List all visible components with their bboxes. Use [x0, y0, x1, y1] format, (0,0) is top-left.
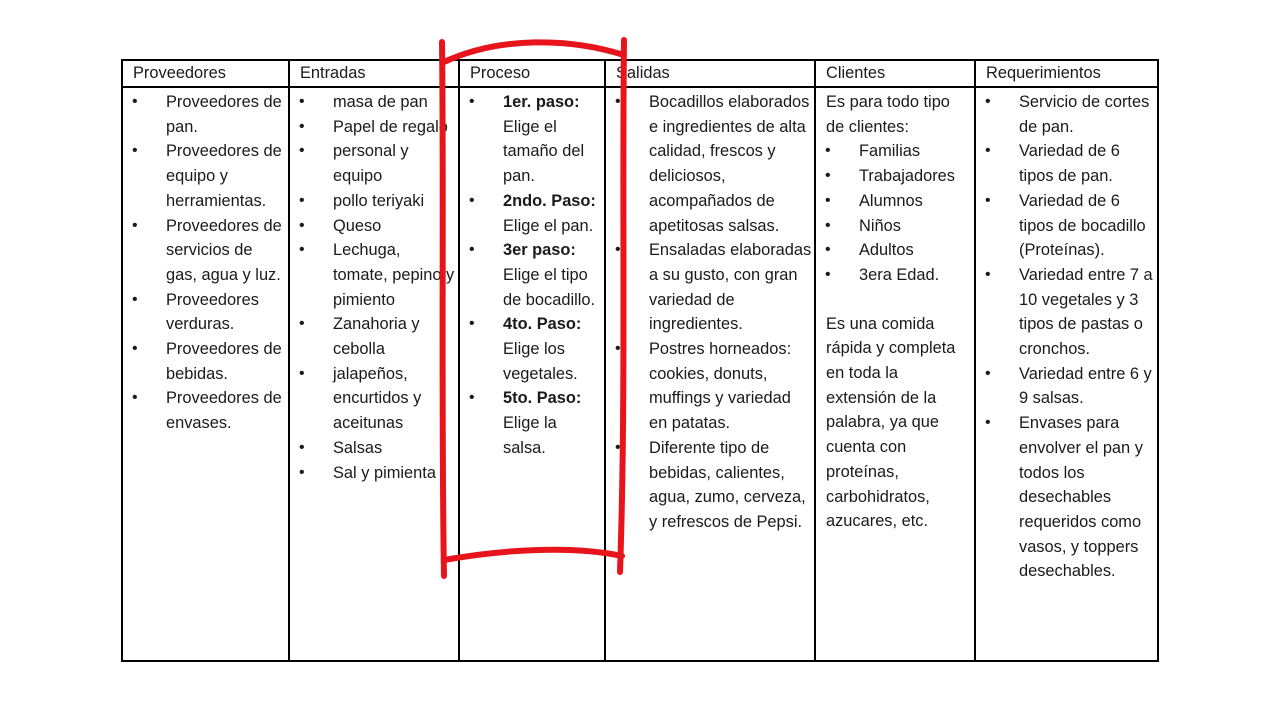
- header-row: [122, 60, 1158, 87]
- list-item: • Proveedores de envases.: [123, 386, 288, 435]
- list-item: • Proveedores de equipo y herramientas.: [123, 139, 288, 213]
- list-item: • pollo teriyaki: [290, 189, 458, 214]
- step-label: 3er paso:: [503, 241, 576, 260]
- list-item: • Postres horneados: cookies, donuts, muffings y variedad en patatas.: [606, 337, 814, 436]
- list-item: • Trabajadores: [816, 164, 974, 189]
- cell-salidas: [605, 87, 815, 661]
- process-step: [460, 238, 604, 312]
- entradas-list: [290, 88, 458, 485]
- list-item: • Niños: [816, 214, 974, 239]
- list-item: • Envases para envolver el pan y todos los desechables requeridos como vasos, y toppers desechables.: [976, 411, 1157, 584]
- process-step: [460, 189, 604, 238]
- step-text: Elige los vegetales.: [503, 340, 578, 383]
- header-clientes: Clientes: [815, 60, 975, 87]
- process-step: [460, 312, 604, 386]
- list-item: • personal y equipo: [290, 139, 458, 188]
- cell-proveedores: [122, 87, 289, 661]
- list-item: • Variedad entre 6 y 9 salsas.: [976, 362, 1157, 411]
- list-item: • Familias: [816, 139, 974, 164]
- step-text: Elige el pan.: [503, 216, 594, 235]
- list-item: • Diferente tipo de bebidas, calientes, agua, zumo, cerveza, y refrescos de Pepsi.: [606, 436, 814, 535]
- step-label: 2ndo. Paso:: [503, 191, 596, 210]
- list-item: • Ensaladas elaboradas a su gusto, con gran variedad de ingredientes.: [606, 238, 814, 337]
- list-item: • jalapeños, encurtidos y aceitunas: [290, 362, 458, 436]
- header-salidas: Salidas: [605, 60, 815, 87]
- step-text: Elige el tipo de bocadillo.: [503, 265, 596, 309]
- header-entradas: Entradas: [289, 60, 459, 87]
- list-item: • 3era Edad.: [816, 263, 974, 288]
- cell-entradas: [289, 87, 459, 661]
- cell-requerimientos: [975, 87, 1158, 661]
- content-row: [122, 87, 1158, 661]
- proceso-list: [460, 88, 604, 461]
- header-requerimientos: Requerimientos: [975, 60, 1158, 87]
- salidas-list: [606, 88, 814, 535]
- list-item: • Proveedores de pan.: [123, 90, 288, 139]
- requerimientos-list: [976, 88, 1157, 584]
- list-item: • masa de pan: [290, 90, 458, 115]
- clientes-description: Es una comida rápida y completa en toda la extensión de la palabra, ya que cuenta con proteínas, carbohidratos, azucares, etc.: [826, 314, 956, 531]
- list-item: • Variedad de 6 tipos de pan.: [976, 139, 1157, 188]
- cell-clientes: [815, 87, 975, 661]
- list-item: • Variedad entre 7 a 10 vegetales y 3 tipos de pastas o cronchos.: [976, 263, 1157, 362]
- list-item: • Bocadillos elaborados e ingredientes de alta calidad, frescos y deliciosos, acompañados de apetitosas salsas.: [606, 90, 814, 238]
- process-step: [460, 386, 604, 460]
- list-item: • Proveedores de servicios de gas, agua y luz.: [123, 214, 288, 288]
- list-item: • Proveedores de bebidas.: [123, 337, 288, 386]
- proveedores-list: [123, 88, 288, 436]
- list-item: • Proveedores verduras.: [123, 288, 288, 337]
- list-item: • Alumnos: [816, 189, 974, 214]
- list-item: • Queso: [290, 214, 458, 239]
- step-label: 5to. Paso:: [503, 389, 582, 408]
- sipoc-table: [121, 59, 1159, 662]
- header-proveedores: Proveedores: [122, 60, 289, 87]
- process-step: [460, 90, 604, 189]
- list-item: • Papel de regalo: [290, 115, 458, 140]
- step-label: 1er. paso:: [503, 93, 580, 111]
- step-label: 4to. Paso:: [503, 315, 582, 334]
- list-item: • Servicio de cortes de pan.: [976, 90, 1157, 139]
- header-proceso: Proceso: [459, 60, 605, 87]
- list-item: • Salsas: [290, 436, 458, 461]
- list-item: • Variedad de 6 tipos de bocadillo (Proteínas).: [976, 189, 1157, 263]
- cell-proceso: [459, 87, 605, 661]
- clientes-list: [816, 139, 974, 287]
- list-item: • Sal y pimienta: [290, 461, 458, 486]
- list-item: • Adultos: [816, 238, 974, 263]
- step-text: Elige el tamaño del pan.: [503, 117, 585, 186]
- clientes-intro: Es para todo tipo de clientes:: [826, 93, 950, 136]
- step-text: Elige la salsa.: [503, 414, 557, 457]
- list-item: • Lechuga, tomate, pepino y pimiento: [290, 238, 458, 312]
- list-item: • Zanahoria y cebolla: [290, 312, 458, 361]
